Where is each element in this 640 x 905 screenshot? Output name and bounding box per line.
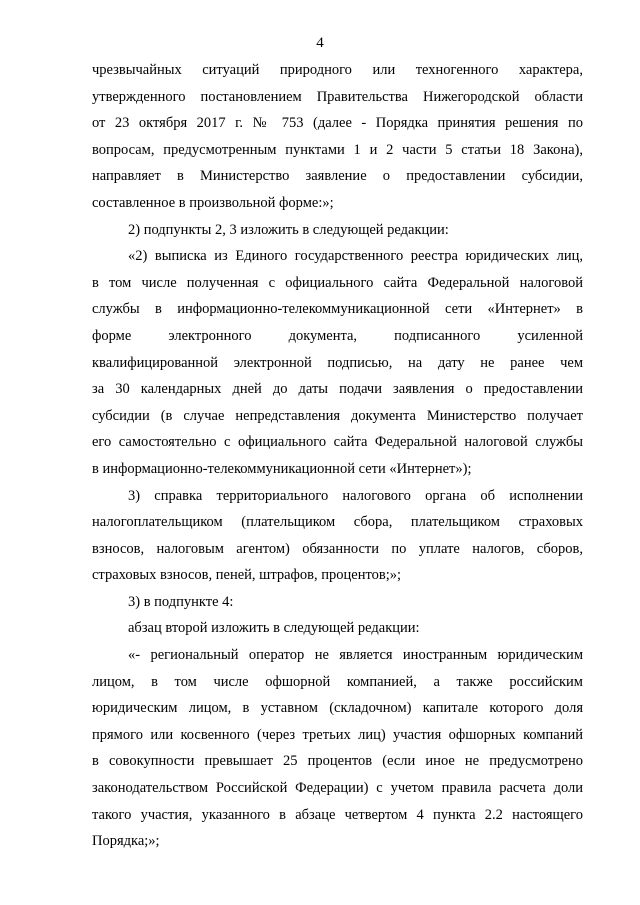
text-line: его самостоятельно с официального сайта Федеральной налоговой службы	[92, 434, 583, 451]
text-line: в совокупности превышает 25 процентов (если иное не предусмотрено	[92, 753, 583, 770]
text-line: лицом, в том числе офшорной компанией, а также российским	[92, 673, 583, 690]
text-line: 3) справка территориального налогового органа об исполнении	[128, 487, 583, 504]
page-number: 4	[316, 35, 324, 51]
text-line: «- региональный оператор не является иностранным юридическим	[128, 647, 583, 664]
text-line: составленное в произвольной форме:»;	[92, 194, 334, 211]
text-line: прямого или косвенного (через третьих лиц) участия офшорных компаний	[92, 726, 583, 743]
text-line: Порядка;»;	[92, 833, 160, 850]
text-line: «2) выписка из Единого государственного реестра юридических лиц,	[128, 248, 583, 265]
text-line: налогоплательщиком (плательщиком сбора, плательщиком страховых	[92, 514, 583, 531]
text-line: от 23 октября 2017 г. № 753 (далее - Порядка принятия решения по	[92, 115, 583, 132]
text-line: законодательством Российской Федерации) с учетом правила расчета доли	[92, 780, 583, 797]
text-line: направляет в Министерство заявление о предоставлении субсидии,	[92, 168, 583, 185]
text-line: 3) в подпункте 4:	[128, 593, 234, 610]
text-line: абзац второй изложить в следующей редакции:	[128, 620, 420, 637]
text-line: квалифицированной электронной подписью, на дату не ранее чем	[92, 354, 583, 371]
text-line: утвержденного постановлением Правительства Нижегородской области	[92, 88, 583, 105]
text-line: такого участия, указанного в абзаце четвертом 4 пункта 2.2 настоящего	[92, 806, 583, 823]
text-line: юридическим лицом, в уставном (складочном) капитале которого доля	[92, 700, 583, 717]
text-line: 2) подпункты 2, 3 изложить в следующей редакции:	[128, 221, 449, 238]
text-line: форме электронного документа, подписанного усиленной	[92, 327, 583, 344]
text-line: субсидии (в случае непредставления документа Министерство получает	[92, 407, 583, 424]
document-body	[92, 57, 583, 855]
text-line: чрезвычайных ситуаций природного или техногенного характера,	[92, 62, 583, 78]
text-line: взносов, налоговым агентом) обязанности по уплате налогов, сборов,	[92, 540, 583, 557]
text-line: за 30 календарных дней до даты подачи заявления о предоставлении	[92, 381, 583, 398]
text-line: в том числе полученная с официального сайта Федеральной налоговой	[92, 274, 583, 291]
text-line: страховых взносов, пеней, штрафов, процентов;»;	[92, 567, 402, 584]
text-line: в информационно-телекоммуникационной сети «Интернет»);	[92, 460, 472, 477]
text-line: службы в информационно-телекоммуникационной сети «Интернет» в	[92, 301, 583, 318]
text-line: вопросам, предусмотренным пунктами 1 и 2 части 5 статьи 18 Закона),	[92, 141, 583, 158]
